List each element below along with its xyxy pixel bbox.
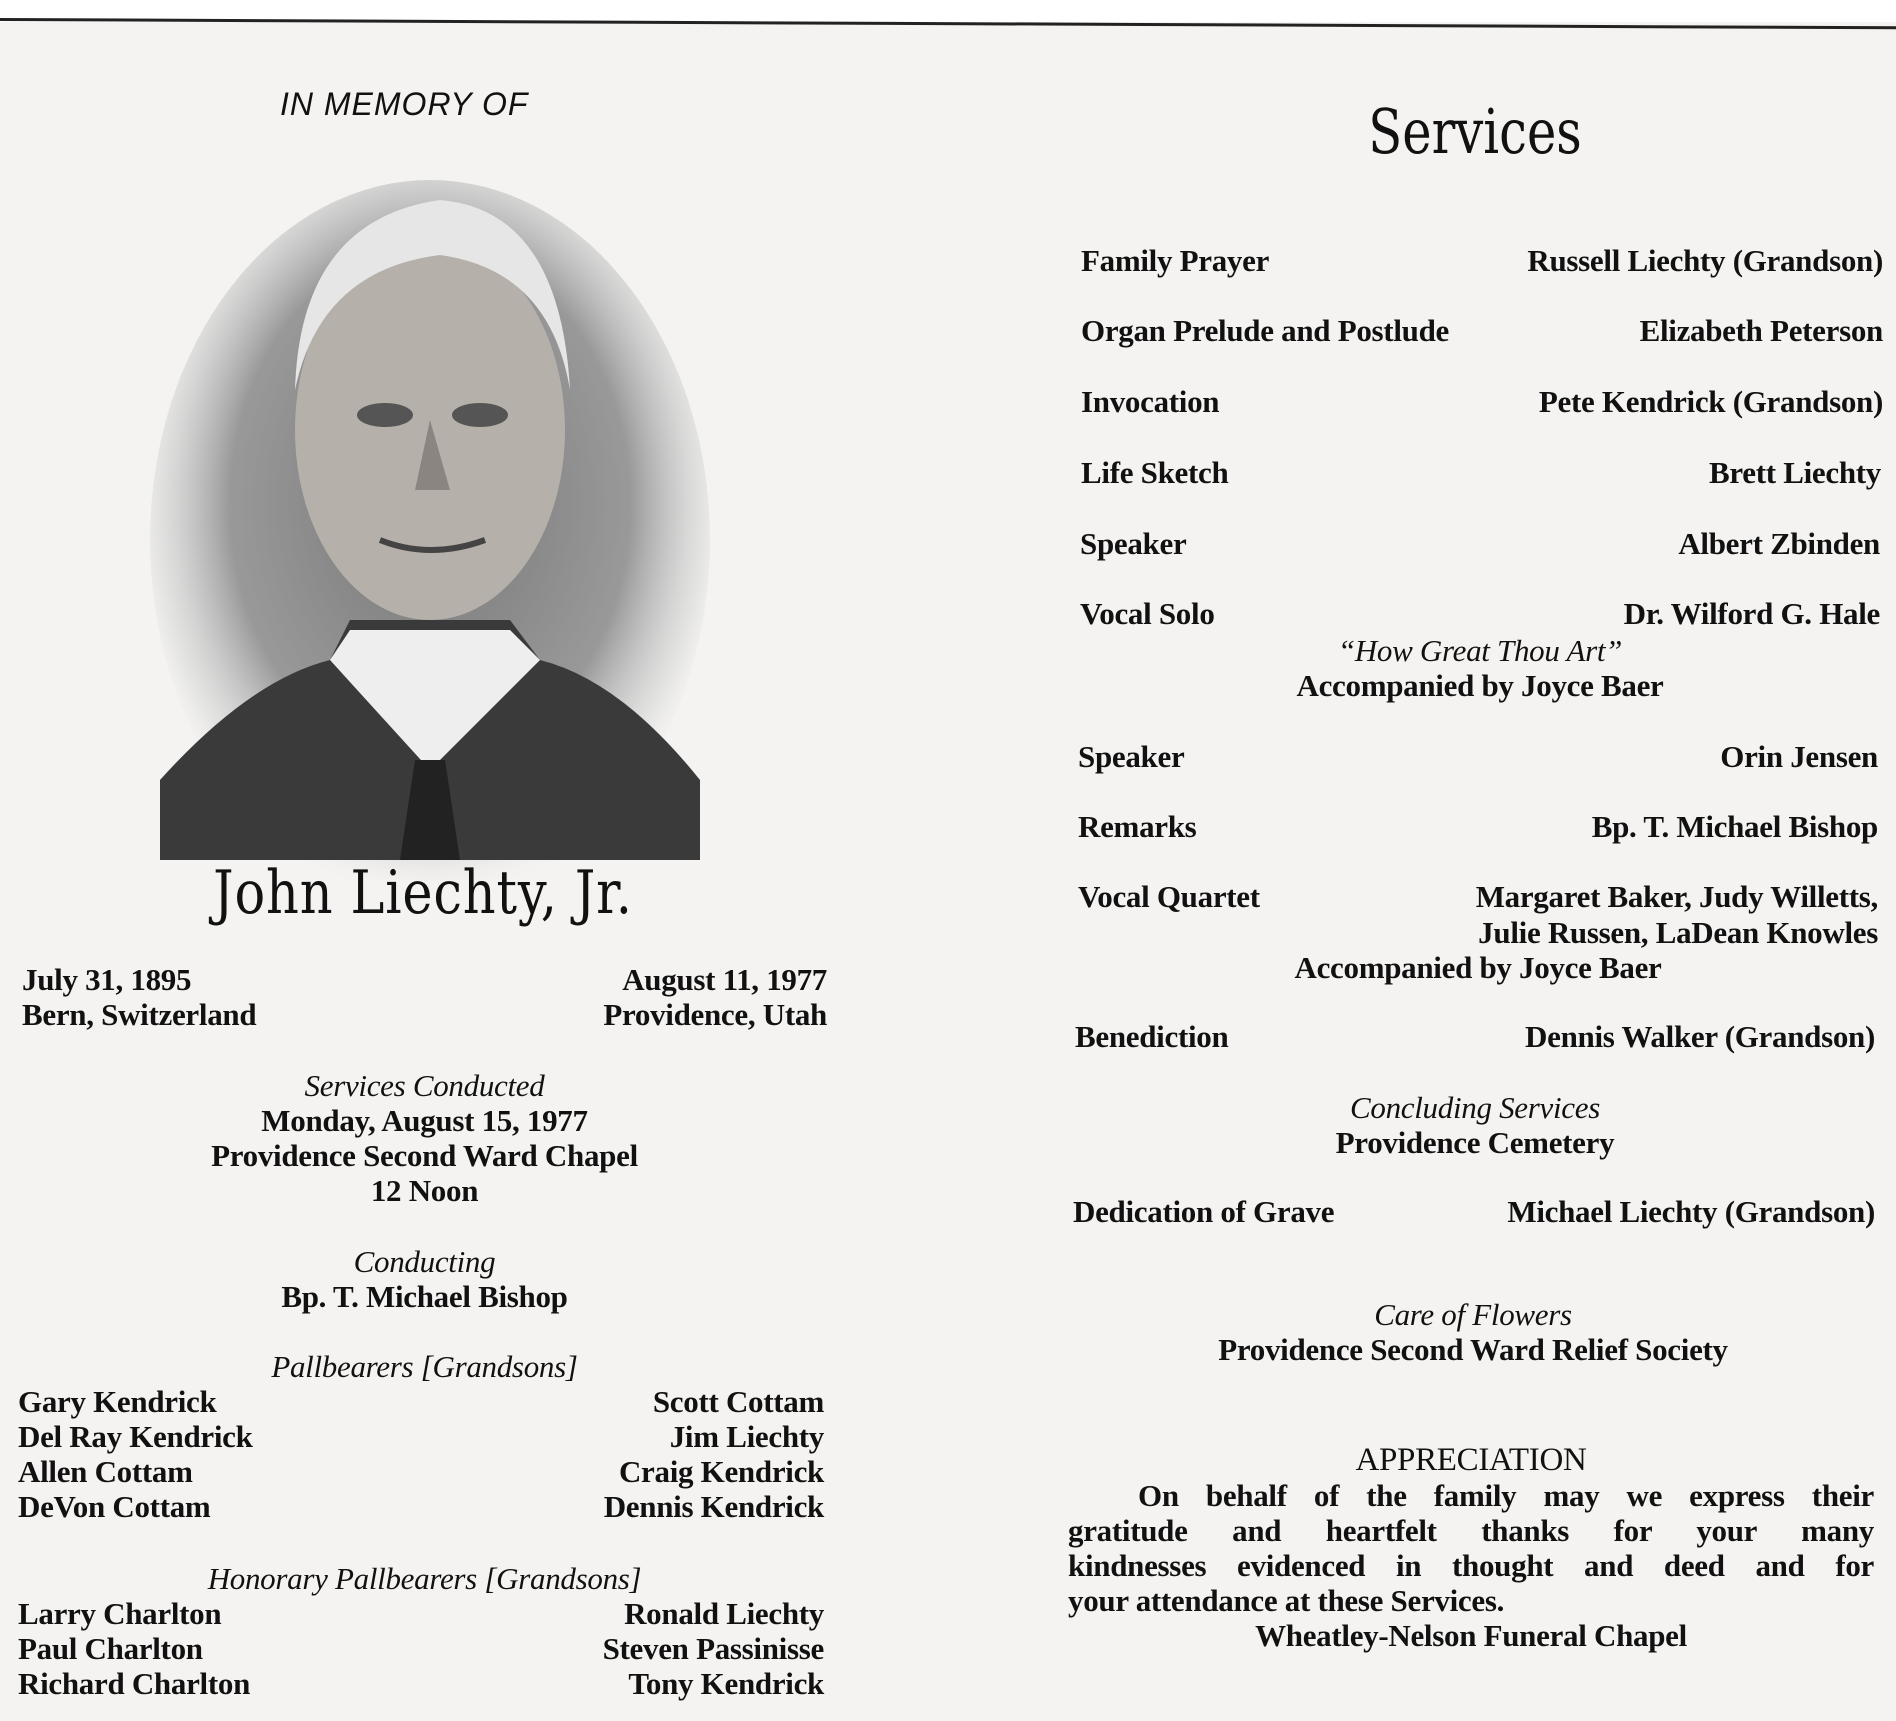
program-item: Family Prayer [1081,243,1270,278]
heading-note: [Grandsons] [420,1349,578,1384]
flowers-by: Providence Second Ward Relief Society [1218,1332,1728,1367]
appreciation-line: On behalf of the family may we express their [1138,1478,1874,1513]
pallbearers-heading [22,1349,827,1384]
program-person: Russell Liechty (Grandson) [1527,243,1883,278]
birth-info [22,962,256,1032]
quartet-line-2: Julie Russen, LaDean Knowles [1478,915,1878,950]
funeral-chapel: Wheatley-Nelson Funeral Chapel [1255,1618,1687,1653]
portrait-photo [150,160,710,880]
pallbearer: Del Ray Kendrick [18,1419,253,1454]
service-location: Providence Second Ward Chapel [211,1138,638,1173]
program-item: Invocation [1081,384,1220,419]
program-person: Dr. Wilford G. Hale [1623,596,1880,631]
program-item: Remarks [1078,809,1197,844]
program-item: Organ Prelude and Postlude [1081,313,1449,348]
program-row [1078,739,1878,774]
heading-text: Pallbearers [271,1349,414,1384]
pallbearer: DeVon Cottam [18,1489,211,1524]
in-memory-heading: IN MEMORY OF [280,86,529,122]
concluding-services [1075,1090,1875,1160]
program-row [1078,809,1878,844]
death-info [603,962,827,1032]
dates-row [22,962,827,1032]
honorary-pallbearers-list [18,1596,824,1701]
appreciation-line: gratitude and heartfelt thanks for your many [1068,1513,1874,1548]
program-person: Orin Jensen [1720,739,1878,774]
services-title: Services [1368,95,1582,168]
accompanist: Accompanied by Joyce Baer [1296,668,1664,703]
program-item: Speaker [1078,739,1185,774]
program-person: Brett Liechty [1708,455,1881,490]
honorary-pallbearer: Larry Charlton [18,1596,222,1631]
conducting-name: Bp. T. Michael Bishop [281,1279,568,1314]
pallbearer: Gary Kendrick [18,1384,217,1419]
program-person: Margaret Baker, Judy Willetts, [1475,879,1878,914]
program-item: Benediction [1075,1019,1229,1054]
program-item: Vocal Solo [1080,596,1215,631]
honorary-pallbearer: Tony Kendrick [628,1666,824,1701]
care-of-flowers [1073,1297,1873,1367]
vocal-solo-details [1080,633,1880,703]
conducting-section [22,1244,827,1314]
appreciation-line: your attendance at these Services. [1068,1583,1505,1618]
pallbearer: Jim Liechty [669,1419,824,1454]
program-row [1080,596,1880,631]
service-time: 12 Noon [370,1173,479,1208]
program-item: Vocal Quartet [1078,879,1260,914]
program-person: Michael Liechty (Grandson) [1507,1194,1875,1229]
services-conducted-section [22,1068,827,1208]
appreciation-section [1068,1443,1874,1653]
program-row [1075,1019,1875,1054]
section-heading: Conducting [353,1244,496,1279]
program-item: Dedication of Grave [1073,1194,1335,1229]
program-person: Albert Zbinden [1678,526,1880,561]
program-row [1081,313,1883,348]
honorary-pallbearer: Ronald Liechty [624,1596,824,1631]
heading-text: Honorary Pallbearers [207,1561,477,1596]
honorary-pallbearers-heading [22,1561,827,1596]
program-item: Speaker [1080,526,1187,561]
section-heading: Concluding Services [1350,1090,1600,1125]
program-person: Dennis Walker (Grandson) [1525,1019,1875,1054]
honorary-pallbearer: Paul Charlton [18,1631,203,1666]
pallbearer: Scott Cottam [652,1384,824,1419]
appreciation-heading: APPRECIATION [1355,1442,1587,1478]
quartet-accompanist: Accompanied by Joyce Baer [1294,950,1662,985]
program-person: Pete Kendrick (Grandson) [1538,384,1883,419]
deceased-name: John Liechty, Jr. [213,858,633,928]
pallbearer: Allen Cottam [18,1454,193,1489]
birth-place: Bern, Switzerland [22,997,257,1032]
appreciation-line: kindnesses evidenced in thought and deed and for [1068,1548,1874,1583]
death-date: August 11, 1977 [622,962,827,997]
pallbearer: Dennis Kendrick [603,1489,824,1524]
cemetery: Providence Cemetery [1335,1125,1615,1160]
program-item: Life Sketch [1081,455,1229,490]
section-heading: Care of Flowers [1374,1297,1572,1332]
heading-note: [Grandsons] [484,1561,642,1596]
section-heading: Services Conducted [304,1068,545,1103]
honorary-pallbearer: Richard Charlton [18,1666,251,1701]
birth-date: July 31, 1895 [22,962,192,997]
death-place: Providence, Utah [603,997,827,1032]
pallbearers-list [18,1384,824,1524]
program-row [1081,455,1881,490]
program-row [1081,384,1883,419]
honorary-pallbearer: Steven Passinisse [602,1631,824,1666]
program-row [1073,1194,1875,1229]
program-person: Bp. T. Michael Bishop [1591,809,1878,844]
pallbearer: Craig Kendrick [618,1454,824,1489]
program-person: Elizabeth Peterson [1639,313,1883,348]
program-row [1080,526,1880,561]
program-row [1081,243,1883,278]
program-row [1078,879,1878,914]
song-title: “How Great Thou Art” [1337,633,1623,668]
service-date: Monday, August 15, 1977 [261,1103,588,1138]
